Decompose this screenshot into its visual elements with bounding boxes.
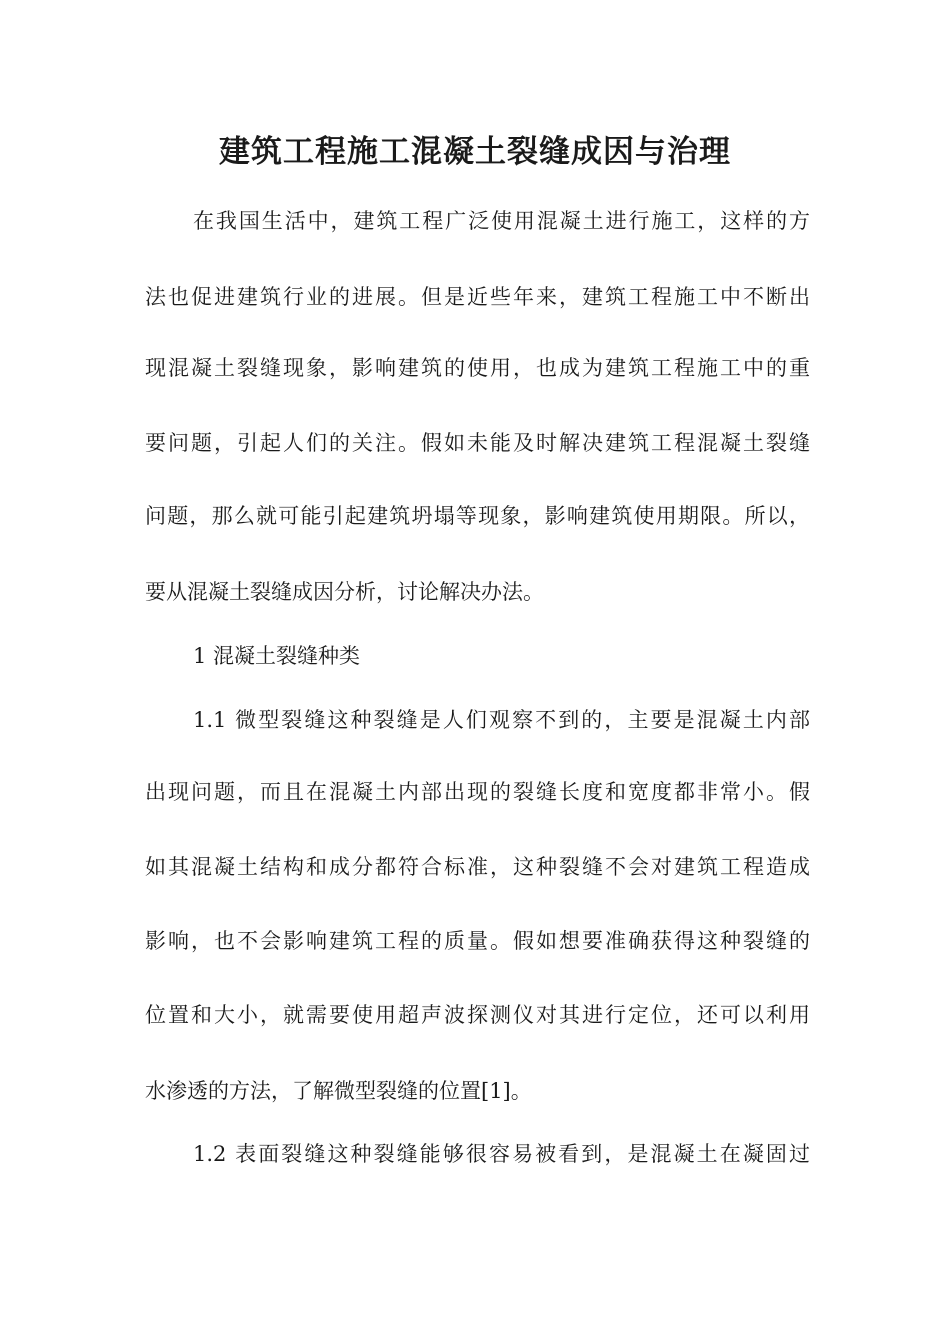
- paragraph-line: 1.2 表面裂缝这种裂缝能够很容易被看到，是混凝土在凝固过: [193, 1142, 810, 1166]
- paragraph-line: 位置和大小，就需要使用超声波探测仪对其进行定位，还可以利用: [145, 1003, 810, 1027]
- paragraph-line: 影响，也不会影响建筑工程的质量。假如想要准确获得这种裂缝的: [145, 929, 810, 953]
- paragraph-line: 要问题，引起人们的关注。假如未能及时解决建筑工程混凝土裂缝: [145, 431, 810, 455]
- paragraph-line: 如其混凝土结构和成分都符合标准，这种裂缝不会对建筑工程造成: [145, 855, 810, 879]
- section-heading: 1 混凝土裂缝种类: [193, 644, 361, 668]
- paragraph-line: 现混凝土裂缝现象，影响建筑的使用，也成为建筑工程施工中的重: [145, 356, 810, 380]
- paragraph-line: 水渗透的方法，了解微型裂缝的位置[1]。: [145, 1079, 532, 1103]
- paragraph-line: 1.1 微型裂缝这种裂缝是人们观察不到的，主要是混凝土内部: [193, 708, 810, 732]
- paragraph-line: 在我国生活中，建筑工程广泛使用混凝土进行施工，这样的方: [193, 209, 810, 233]
- paragraph-line: 出现问题，而且在混凝土内部出现的裂缝长度和宽度都非常小。假: [145, 780, 810, 804]
- paragraph-line: 要从混凝土裂缝成因分析，讨论解决办法。: [145, 580, 544, 604]
- paragraph-line: 问题，那么就可能引起建筑坍塌等现象，影响建筑使用期限。所以，: [145, 504, 810, 528]
- document-title: 建筑工程施工混凝土裂缝成因与治理: [219, 134, 731, 170]
- paragraph-line: 法也促进建筑行业的进展。但是近些年来，建筑工程施工中不断出: [145, 285, 810, 309]
